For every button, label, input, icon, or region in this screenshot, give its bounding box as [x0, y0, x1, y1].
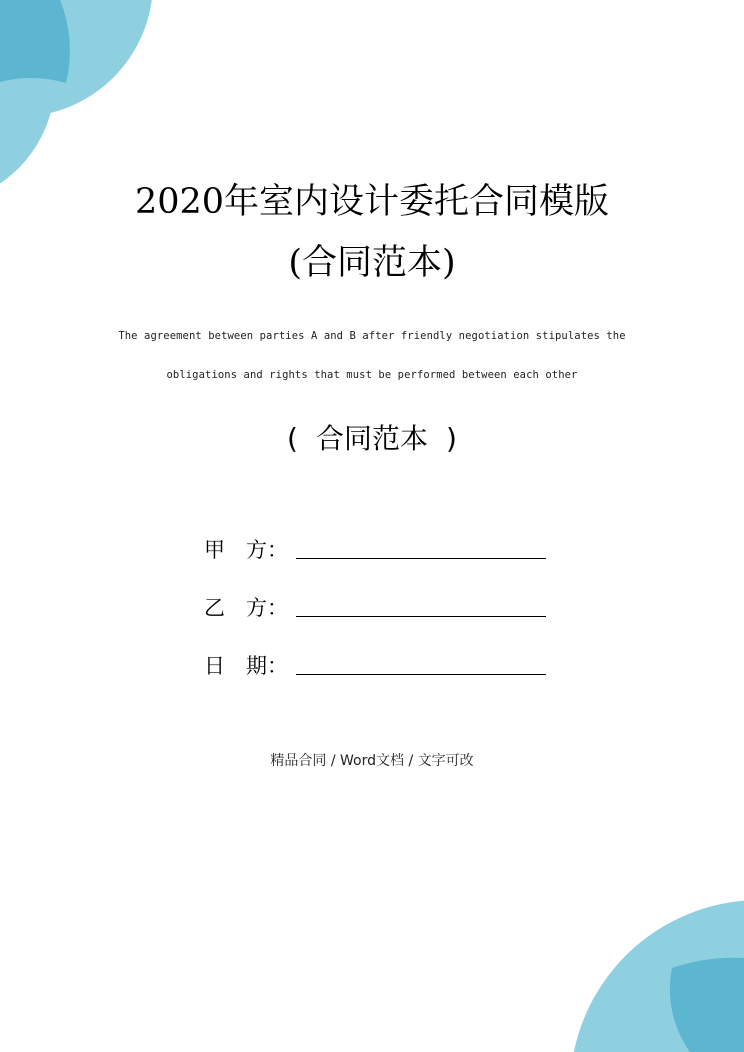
top-left-dark-overlap [0, 0, 70, 83]
top-left-large-circle [0, 0, 153, 117]
date-blank-line[interactable] [296, 674, 546, 675]
party-b-label: 乙 方： [204, 596, 288, 620]
label-close-paren: ) [446, 422, 457, 455]
english-subtitle-line-1: The agreement between parties A and B after friendly negotiation stipulates the [118, 330, 626, 342]
party-a-label: 甲 方： [204, 538, 288, 562]
party-a-blank-line[interactable] [296, 558, 546, 559]
date-field [204, 649, 546, 679]
bottom-right-large-circle [570, 900, 744, 1052]
bottom-right-dark-overlap [670, 958, 744, 1052]
label-open-paren: ( [287, 422, 298, 455]
contract-sample-label [0, 422, 744, 455]
party-b-field [204, 591, 546, 621]
footer-note: 精品合同 / Word文档 / 文字可改 [270, 753, 474, 769]
party-a-field [204, 533, 546, 563]
english-subtitle-line-2: obligations and rights that must be performed between each other [166, 369, 578, 381]
top-left-overlap-circle [0, 0, 55, 205]
label-text: 合同范本 [315, 422, 428, 455]
document-title-line-2: (合同范本) [288, 243, 456, 283]
date-label: 日 期： [204, 654, 288, 678]
bottom-right-overlap-circle [582, 967, 744, 1052]
document-title-line-1: 2020年室内设计委托合同模版 [134, 182, 610, 222]
party-b-blank-line[interactable] [296, 616, 546, 617]
